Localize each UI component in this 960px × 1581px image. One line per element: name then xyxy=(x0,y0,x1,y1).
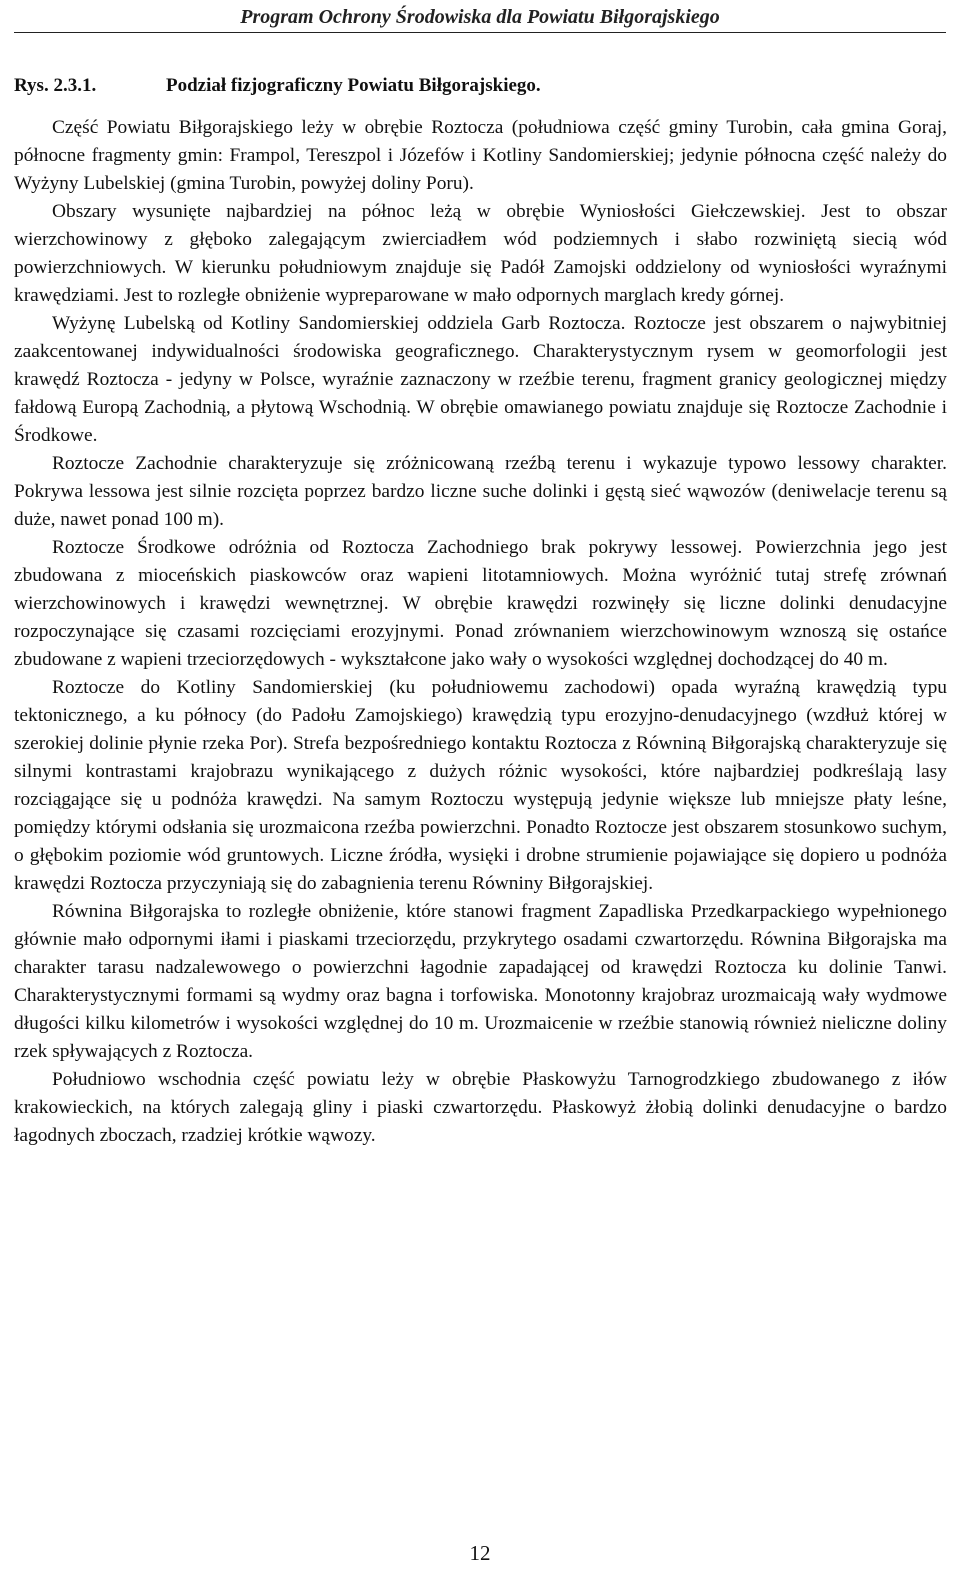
paragraph: Część Powiatu Biłgorajskiego leży w obrębie Roztocza (południowa część gminy Turobin, cała gmina Goraj, północne fragmenty gmin: Frampol, Tereszpol i Józefów i Kotliny Sandomierskiej; jedynie północna część należy do Wyżyny Lubelskiej (gmina Turobin, powyżej doliny Poru). xyxy=(14,117,947,194)
paragraph: Roztocze Zachodnie charakteryzuje się zróżnicowaną rzeźbą terenu i wykazuje typowo lessowy charakter. Pokrywa lessowa jest silnie rozcięta poprzez bardzo liczne suche dolinki i gęstą sieć wąwozów (deniwelacje terenu są duże, nawet ponad 100 m). xyxy=(14,453,947,530)
caption-title: Podział fizjograficzny Powiatu Biłgorajskiego. xyxy=(166,75,541,96)
paragraph: Roztocze do Kotliny Sandomierskiej (ku południowemu zachodowi) opada wyraźną krawędzią typu tektonicznego, a ku północy (do Padołu Zamojskiego) krawędzią typu erozyjno-denudacyjnego (wzdłuż której w szerokiej dolinie płynie rzeka Por). Strefa bezpośredniego kontaktu Roztocza z Równiną Biłgorajską charakteryzuje się silnymi kontrastami krajobrazu wynikającego z dużych różnic wysokości, które najbardziej podkreślają lasy rozciągające się u podnóża krawędzi. Na samym Roztoczu występują jedynie większe lub mniejsze płaty leśne, pomiędzy którymi odsłania się urozmaicona rzeźba powierzchni. Ponadto Roztocze jest obszarem stosunkowo suchym, o głębokim poziomie wód gruntowych. Liczne źródła, wysięki i drobne strumienie pojawiające się dopiero u podnóża krawędzi Roztocza przyczyniają się do zabagnienia terenu Równiny Biłgorajskiej. xyxy=(14,677,947,894)
running-header: Program Ochrony Środowiska dla Powiatu Biłgorajskiego xyxy=(14,4,946,33)
figure-caption xyxy=(14,74,541,98)
caption-number: Rys. 2.3.1. xyxy=(14,75,97,96)
page-number: 12 xyxy=(469,1541,491,1565)
paragraph: Roztocze Środkowe odróżnia od Roztocza Zachodniego brak pokrywy lessowej. Powierzchnia jego jest zbudowana z mioceńskich piaskowców oraz wapieni litotamniowych. Można wyróżnić tutaj strefę zrównań wierzchowinowych i krawędzi wewnętrznej. W obrębie krawędzi rozwinęły się liczne dolinki denudacyjne rozpoczynające się czasami rozcięciami erozyjnymi. Ponad zrównaniem wierzchowinowym wznoszą się ostańce zbudowane z wapieni trzeciorzędowych - wykształcone jako wały o wysokości względnej dochodzącej do 40 m. xyxy=(14,537,947,670)
paragraph: Równina Biłgorajska to rozległe obniżenie, które stanowi fragment Zapadliska Przedkarpackiego wypełnionego głównie mało odpornymi iłami i piaskami trzeciorzędu, przykrytego osadami czwartorzędu. Równina Biłgorajska ma charakter tarasu nadzalewowego o powierzchni łagodnie zapadającej od krawędzi Roztocza ku dolinie Tanwi. Charakterystycznymi formami są wydmy oraz bagna i torfowiska. Monotonny krajobraz urozmaicają wały wydmowe długości kilku kilometrów i wysokości względnej do 10 m. Urozmaicenie w rzeźbie stanowią również nieliczne doliny rzek spływających z Roztocza. xyxy=(14,901,947,1062)
paragraph: Obszary wysunięte najbardziej na północ leżą w obrębie Wyniosłości Giełczewskiej. Jest to obszar wierzchowinowy z głęboko zalegającym zwierciadłem wód podziemnych i słabo rozwiniętą siecią wód powierzchniowych. W kierunku południowym znajduje się Padół Zamojski oddzielony od wyniosłości wyraźnymi krawędziami. Jest to rozległe obniżenie wypreparowane w mało odpornych marglach kredy górnej. xyxy=(14,201,947,306)
paragraph: Wyżynę Lubelską od Kotliny Sandomierskiej oddziela Garb Roztocza. Roztocze jest obszarem o najwybitniej zaakcentowanej indywidualności środowiska geograficznego. Charakterystycznym rysem w geomorfologii jest krawędź Roztocza - jedyny w Polsce, wyraźnie zaznaczony w rzeźbie terenu, fragment granicy geologicznej między fałdową Europą Zachodnią, a płytową Wschodnią. W obrębie omawianego powiatu znajduje się Roztocze Zachodnie i Środkowe. xyxy=(14,313,947,446)
paragraph: Południowo wschodnia część powiatu leży w obrębie Płaskowyżu Tarnogrodzkiego zbudowanego z iłów krakowieckich, na których zalegają gliny i piaski czwartorzędu. Płaskowyż żłobią dolinki denudacyjne o bardzo łagodnych zboczach, rzadziej krótkie wąwozy. xyxy=(14,1069,947,1146)
body-text xyxy=(14,114,947,1150)
